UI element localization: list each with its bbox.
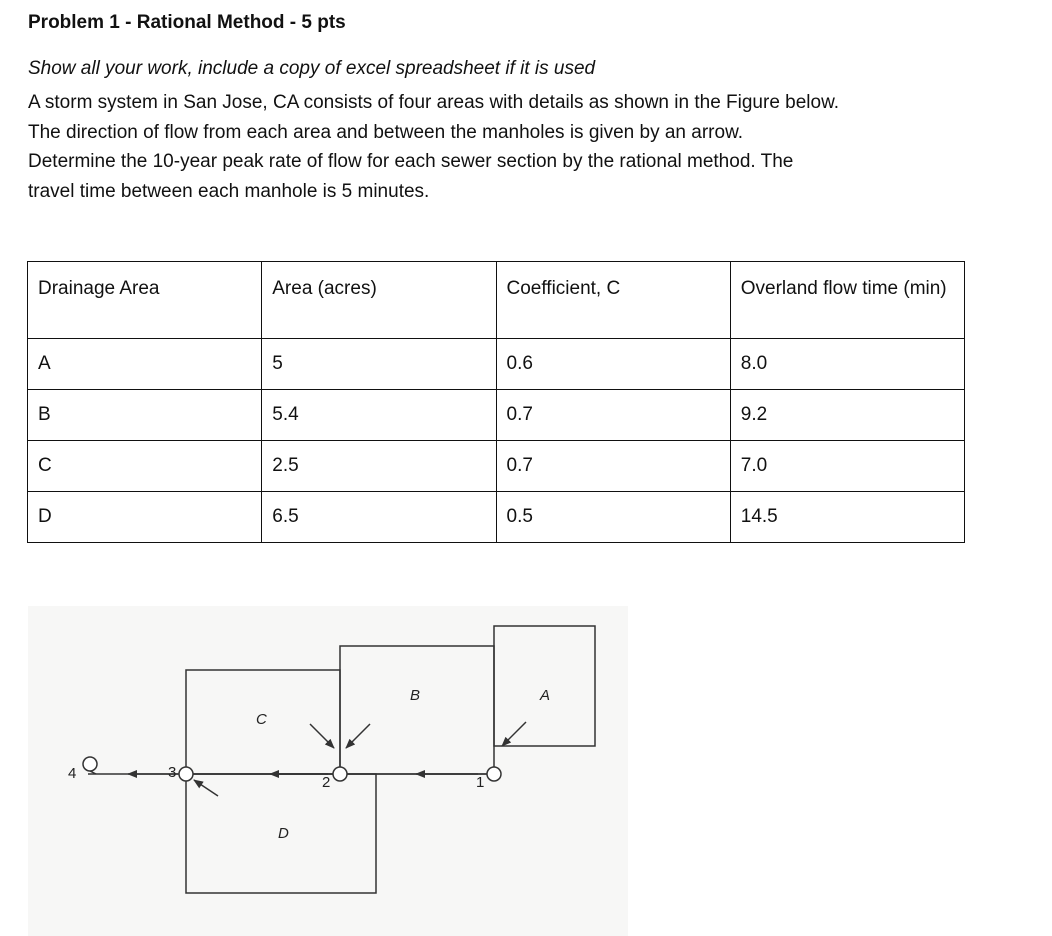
manhole-2	[333, 767, 347, 781]
problem-line: The direction of flow from each area and between the manholes is given by an arrow.	[28, 121, 744, 143]
header-area-acres: Area (acres)	[262, 262, 496, 339]
cell-flow-time: 8.0	[730, 339, 964, 390]
area-label-d: D	[278, 825, 289, 842]
drainage-area-table	[27, 261, 965, 543]
problem-line: A storm system in San Jose, CA consists of four areas with details as shown in the Figure below.	[28, 92, 840, 113]
scan-background	[28, 606, 628, 936]
cell-area-name: D	[28, 492, 262, 543]
manhole-label-3: 3	[168, 764, 177, 781]
table-header-row	[28, 262, 965, 339]
table-row	[28, 492, 965, 543]
instruction-text: Show all your work, include a copy of excel spreadsheet if it is used	[28, 58, 596, 79]
table-row	[28, 390, 965, 441]
manhole-4	[83, 757, 97, 771]
cell-flow-time: 14.5	[730, 492, 964, 543]
header-drainage-area: Drainage Area	[28, 262, 262, 339]
manhole-label-2: 2	[322, 774, 331, 791]
area-label-b: B	[410, 687, 421, 704]
manhole-label-1: 1	[476, 774, 485, 791]
table-row	[28, 339, 965, 390]
cell-flow-time: 7.0	[730, 441, 964, 492]
area-label-c: C	[256, 711, 267, 728]
manhole-3	[179, 767, 193, 781]
header-coefficient: Coefficient, C	[496, 262, 730, 339]
header-overland-flow-time: Overland flow time (min)	[730, 262, 964, 339]
cell-coefficient: 0.7	[496, 441, 730, 492]
problem-statement	[28, 88, 1028, 206]
cell-area-acres: 5	[262, 339, 496, 390]
cell-flow-time: 9.2	[730, 390, 964, 441]
cell-coefficient: 0.7	[496, 390, 730, 441]
cell-coefficient: 0.6	[496, 339, 730, 390]
manhole-1	[487, 767, 501, 781]
table-row	[28, 441, 965, 492]
cell-area-acres: 5.4	[262, 390, 496, 441]
area-label-a: A	[540, 687, 551, 704]
problem-line: travel time between each manhole is 5 minutes.	[28, 180, 430, 202]
cell-area-acres: 2.5	[262, 441, 496, 492]
manhole-label-4: 4	[68, 765, 77, 782]
cell-area-name: B	[28, 390, 262, 441]
storm-sewer-diagram	[28, 606, 628, 936]
cell-area-name: C	[28, 441, 262, 492]
problem-line: Determine the 10-year peak rate of flow for each sewer section by the rational method. The	[28, 151, 794, 172]
cell-area-acres: 6.5	[262, 492, 496, 543]
cell-area-name: A	[28, 339, 262, 390]
problem-title: Problem 1 - Rational Method - 5 pts	[28, 12, 346, 33]
cell-coefficient: 0.5	[496, 492, 730, 543]
